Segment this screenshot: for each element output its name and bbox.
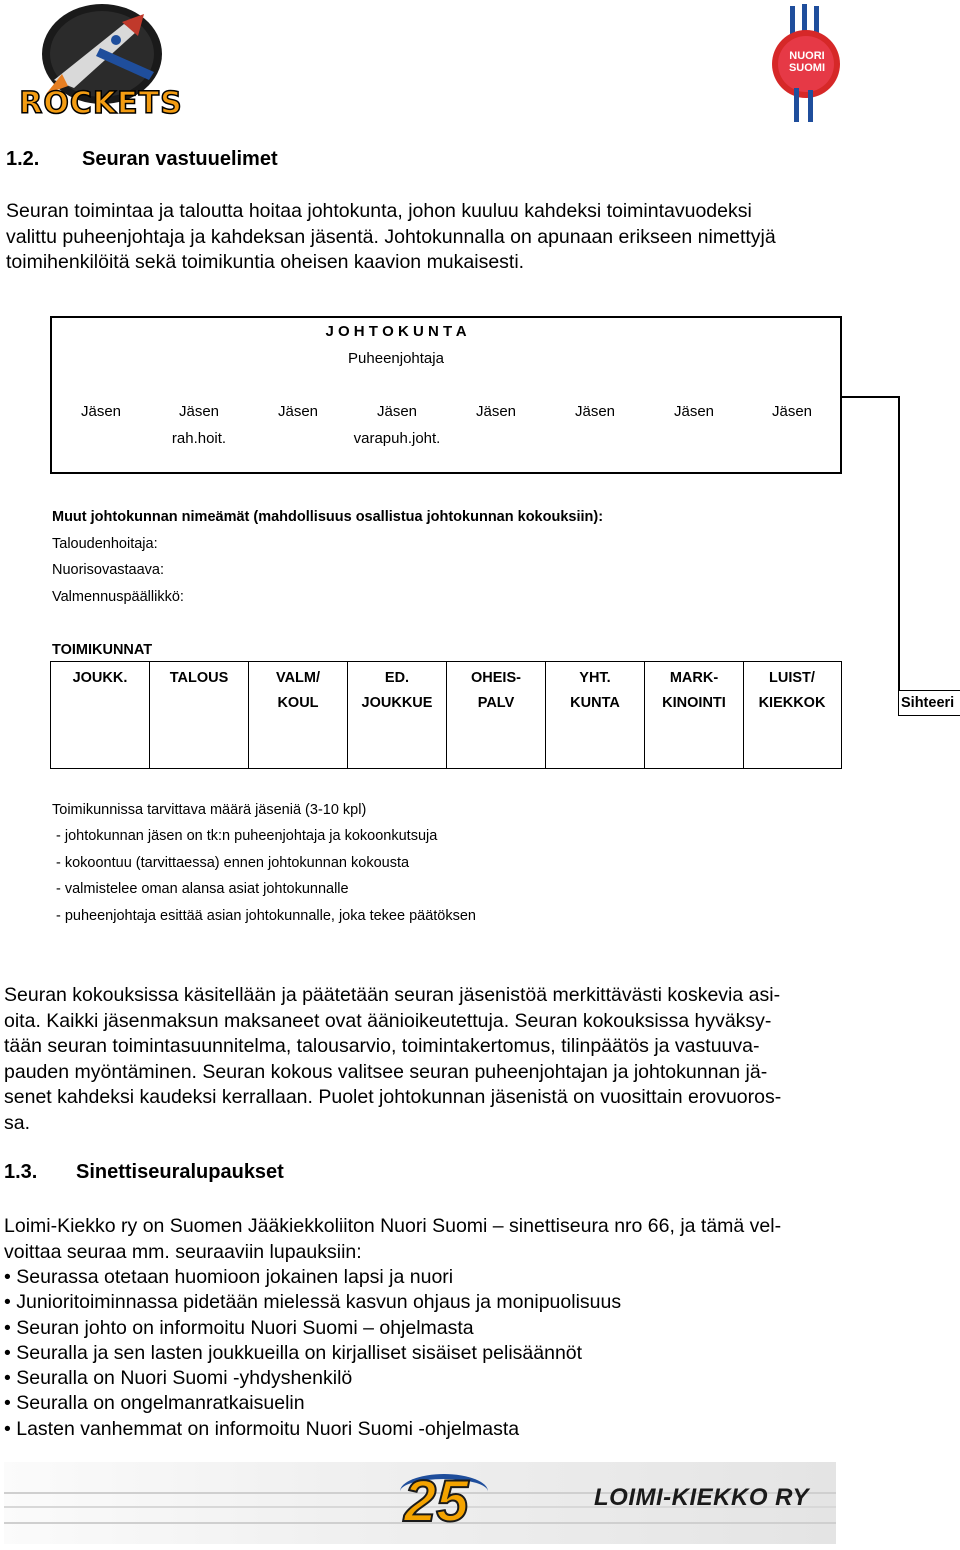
member-note: rah.hoit. [171,430,227,447]
seal-intro [4,1214,781,1265]
footer-banner [4,1462,836,1544]
notes-item: - johtokunnan jäsen on tk:n puheenjohtaja ja kokoonkutsuja [56,828,438,844]
committee-cell [447,662,546,768]
others-title: Muut johtokunnan nimeämät (mahdollisuus osallistua johtokunnan kokouksiin): [52,509,604,525]
member-label: Jäsen [574,403,616,420]
nuori-suomi-logo [764,4,854,124]
member-label: Jäsen [277,403,319,420]
committee-label: JOUKK. [72,670,128,686]
member-label: Jäsen [376,403,418,420]
list-item: • Seuralla on Nuori Suomi -yhdyshenkilö [4,1367,353,1390]
paragraph-line: valittu puheenjohtaja ja kahdeksan jäsentä. Johtokunnalla on apunaan erikseen nimettyjä [6,225,776,248]
committee-label: KIEKKOK [758,695,826,711]
committee-cell [51,662,150,768]
secretary-label: Sihteeri [901,695,955,711]
section-title: Seuran vastuuelimet [82,148,278,170]
others-item: Nuorisovastaava: [52,562,165,578]
committee-cell [150,662,249,768]
secretary-box [898,690,960,716]
paragraph-line: sa. [4,1111,31,1134]
list-item: • Junioritoiminnassa pidetään mielessä kasvun ohjaus ja monipuolisuus [4,1291,622,1314]
rockets-logo [4,2,196,124]
notes-item: - valmistelee oman alansa asiat johtokunnalle [56,881,349,897]
member-label: Jäsen [673,403,715,420]
notes-item: - puheenjohtaja esittää asian johtokunnalle, joka tekee päätöksen [56,908,476,924]
chair-label: Puheenjohtaja [348,350,444,367]
committee-label: YHT. [579,670,611,686]
rockets-logo-text: ROCKETS [19,86,183,121]
committee-label: OHEIS- [471,670,521,686]
meeting-paragraph [4,983,781,1136]
member-label: Jäsen [80,403,122,420]
committee-cell [645,662,744,768]
board-box [50,316,842,474]
committee-cell [348,662,447,768]
member-note: varapuh.joht. [353,430,441,447]
section-number: 1.2. [6,148,40,170]
secretary-connector [842,396,900,398]
paragraph-line: voittaa seuraa mm. seuraaviin lupauksiin: [4,1240,362,1263]
member-label: Jäsen [475,403,517,420]
footer-club-name: LOIMI-KIEKKO RY [594,1484,810,1511]
member-note-row [52,430,840,450]
committee-label: VALM/ [275,670,321,686]
paragraph-line: Seuran kokouksissa käsitellään ja päätetään seuran jäsenistöä merkittävästi koskevia asi- [4,984,781,1006]
committees-box [50,661,842,769]
footer-25: 25 [404,1469,469,1534]
notes-item: - kokoontuu (tarvittaessa) ennen johtokunnan kokousta [56,855,410,871]
others-item: Taloudenhoitaja: [52,536,158,552]
list-item: • Seuralla on ongelmanratkaisuelin [4,1392,305,1415]
board-title: J O H T O K U N T A [325,323,467,340]
committee-label: KOUL [277,695,319,711]
list-item: • Seuran johto on informoitu Nuori Suomi – ohjelmasta [4,1316,474,1339]
nuori-suomi-logo-text: NUORI SUOMI [788,50,826,74]
secretary-connector-vertical [898,396,900,690]
paragraph-line: oita. Kaikki jäsenmaksun maksaneet ovat äänioikeutettuja. Seuran kokouksissa hyväksy- [4,1009,772,1032]
committee-label: ED. [384,670,410,686]
member-row [52,403,840,423]
notes-title: Toimikunnissa tarvittava määrä jäseniä (3-10 kpl) [52,802,367,818]
committee-label: PALV [477,695,515,711]
member-label: Jäsen [178,403,220,420]
promise-list [4,1265,621,1442]
committee-label: KINOINTI [662,695,726,711]
paragraph-line: Seuran toimintaa ja taloutta hoitaa johtokunta, johon kuuluu kahdeksi toimintavuodeksi [6,200,752,222]
paragraph-line: senet kahdeksi kaudeksi kerrallaan. Puolet johtokunnan jäsenistä on vuosittain erovuoros- [4,1086,782,1108]
list-item: • Seuralla ja sen lasten joukkueilla on kirjalliset sisäiset pelisäännöt [4,1341,583,1364]
section-number: 1.3. [4,1161,38,1183]
committee-label: MARK- [669,670,719,686]
committees-title: TOIMIKUNNAT [52,642,153,658]
paragraph-line: Loimi-Kiekko ry on Suomen Jääkiekkoliiton Nuori Suomi – sinettiseura nro 66, ja tämä vel- [4,1215,782,1237]
committee-label: JOUKKUE [361,695,433,711]
committee-label: LUIST/ [769,670,815,686]
intro-paragraph [6,199,776,276]
list-item: • Lasten vanhemmat on informoitu Nuori Suomi -ohjelmasta [4,1417,520,1440]
committee-label: KUNTA [570,695,620,711]
committee-cell [744,662,840,768]
section-title: Sinettiseuralupaukset [76,1161,284,1183]
paragraph-line: tään seuran toimintasuunnitelma, talousarvio, toimintakertomus, tilinpäätös ja vastuuva- [4,1035,760,1057]
committee-label: TALOUS [169,670,229,686]
footer-25-badge [394,1464,494,1542]
paragraph-line: toimihenkilöitä sekä toimikuntia oheisen kaavion mukaisesti. [6,251,525,273]
list-item: • Seurassa otetaan huomioon jokainen lapsi ja nuori [4,1266,454,1288]
committee-cell [249,662,348,768]
others-item: Valmennuspäällikkö: [52,589,184,605]
member-label: Jäsen [771,403,813,420]
paragraph-line: pauden myöntäminen. Seuran kokous valitsee seuran puheenjohtajan ja johtokunnan jä- [4,1060,768,1083]
committee-cell [546,662,645,768]
